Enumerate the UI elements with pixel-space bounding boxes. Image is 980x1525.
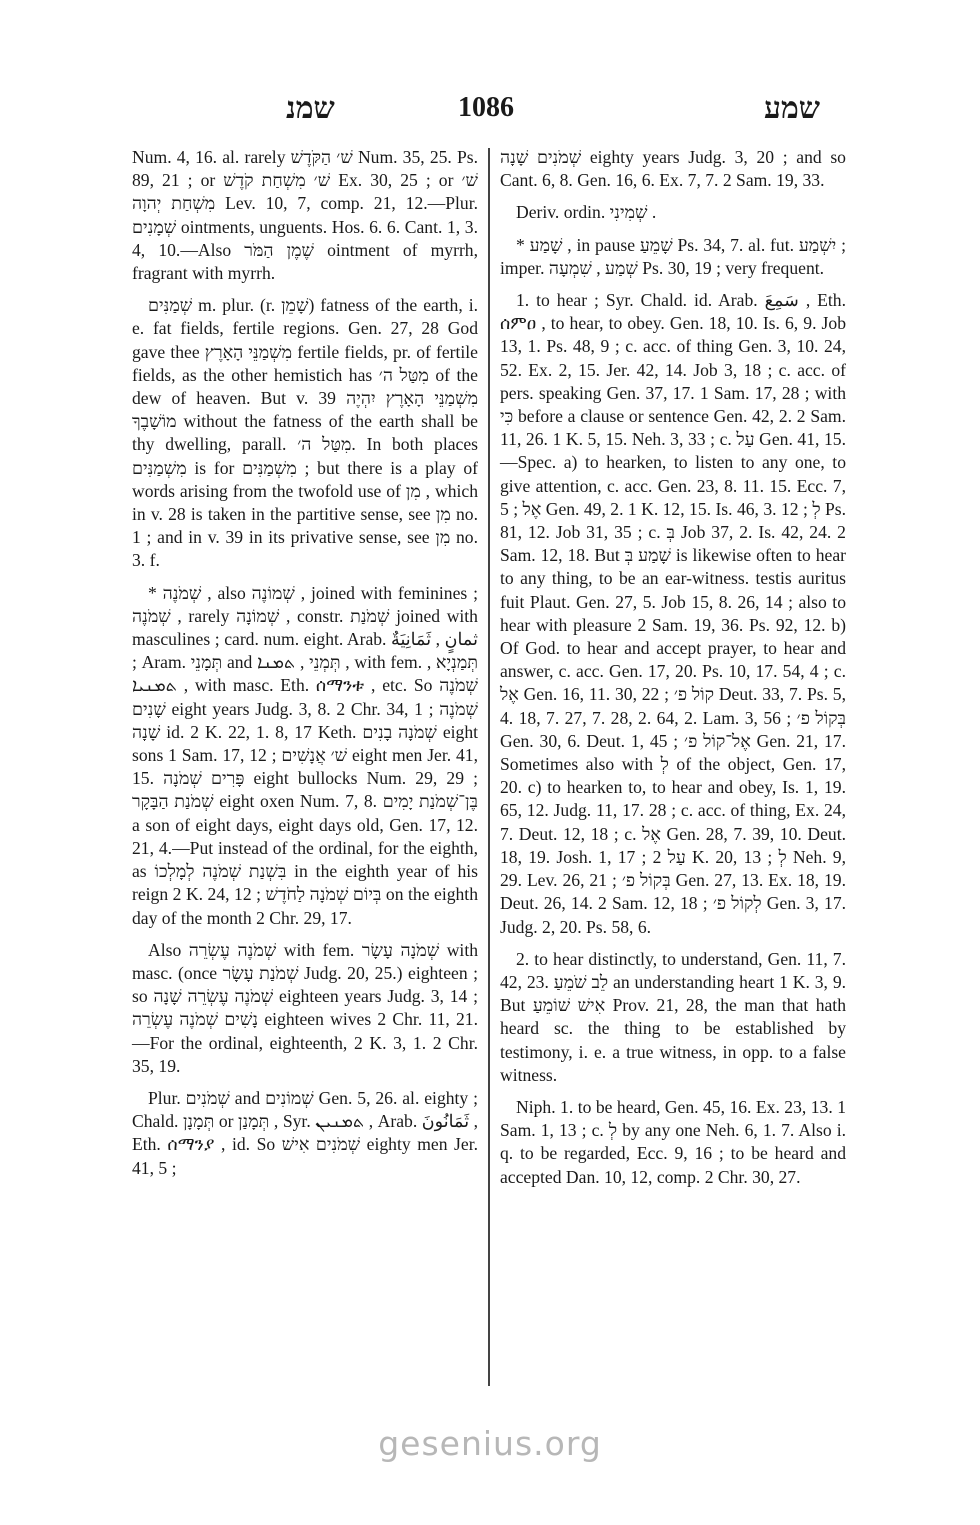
entry-paragraph: שְׁמַנִּים m. plur. (r. שָׁמֵן) fatness of the earth, i. e. fat fields, fertile regions. Gen. 27, 28 God gave thee מִשְׁמַנֵּי הָאָרֶץ fertile fields, pr. of fertile fields, as the other hemistich has מִטַּל ה׳ of the dew of heaven. But v. 39 מִשְׁמַנֵּי הָאָרֶץ יִהְיֶה מוֹשָׁבֶךָ without the fatness of the earth shall be thy dwelling, parall. מִטַּל ה׳. In both places מִשְׁמַנִּים is for מִשְׁמַנִּים ; but there is a play of words arising from the twofold use of מִן , which in v. 28 is taken in the partitive sense, see מִן no. 1 ; and in v. 39 in its privative sense, see מִן no. 3. f. xyxy=(132,295,479,571)
entry-paragraph: * שָׁמַע , in pause שָׁמֵעַ Ps. 34, 7. al. fut. יִשְׁמַע ; imper. שְׁמַע , שִׁמְעָה Ps. 30, 19 ; very frequent. xyxy=(500,234,846,278)
header-right-catchword: שמע xyxy=(763,92,820,125)
page-number: 1086 xyxy=(458,92,514,123)
column-divider xyxy=(488,148,490,1386)
entry-paragraph: Also שְׁמֹנֶה עֶשְׂרֵה with fem. שְׁמֹנָה עָשָׂר with masc. (once שְׁמֹנַת עָשָׂר Judg. 20, 25.) eighteen ; so שְׁמֹנֶה עֶשְׂרֵה שָׁנָה eighteen years Judg. 3, 14 ; נָשִׁים שְׁמֹנֶה עֶשְׂרֵה eighteen wives 2 Chr. 11, 21.—For the ordinal, eighteenth, 2 K. 3, 1. 2 Chr. 35, 19. xyxy=(132,939,479,1076)
entry-paragraph: * שְׁמֹנֶה , also שְׁמוֹנֶה , joined with feminines ; שְׁמֹנֶה , rarely שְׁמוֹנָה , constr. שְׁמֹנַת joined with masculines ; card. num. eight. Arab. ثمانٍ , ثَمَانِيَةٌ ; Aram. תְּמָנֵי and תְּמְנֵי , ܬܡܢܐ , with fem. תְּמַנְיָא , ܬܡܢܝܐ , with masc. Eth. ሰማንቱ , etc. So שְׁמֹנֶה שָׁנִים eight years Judg. 3, 8. 2 Chr. 34, 1 ; שְׁמֹנֶה שָׁנָה id. 2 K. 22, 1. 8, 17 Keth. שְׁמֹנָה בָנִים eight sons 1 Sam. 17, 12 ; שׁ׳ אֲנָשִׁים eight men Jer. 41, 15. פָּרִים שְׁמֹנָה eight bullocks Num. 29, 29 ; שְׁמֹנַת הַבָּקָר eight oxen Num. 7, 8. בֶּן־שְׁמֹנַת יָמִים a son of eight days, eight days old, Gen. 17, 12. 21, 4.—Put instead of the ordinal, for the eighth, as בִּשְׁנַת שְׁמֹנֶה לְמָלְכוֹ in the eighth year of his reign 2 K. 24, 12 ; בְּיוֹם שְׁמֹנָה לַחֹדֶשׁ on the eighth day of the month 2 Chr. 29, 17. xyxy=(132,582,479,928)
entry-paragraph: שְׁמֹנִים שָׁנָה eighty years Judg. 3, 20 ; and so Cant. 6, 8. Gen. 16, 6. Ex. 7, 7. 2 Sam. 19, 33. xyxy=(500,147,846,191)
entry-paragraph: Niph. 1. to be heard, Gen. 45, 16. Ex. 23, 13. 1 Sam. 1, 13 ; c. לְ by any one Neh. 6, 1. 7. Also i. q. to be regarded, Ecc. 9, 16 ; to be heard and accepted Dan. 10, 12, comp. 2 Chr. 30, 27. xyxy=(500,1096,846,1187)
header-left-catchword: שמנ xyxy=(286,92,335,125)
site-watermark: gesenius.org xyxy=(378,1424,602,1463)
entry-paragraph: 2. to hear distinctly, to understand, Gen. 11, 7. 42, 23. לֵב שֹׁמֵעַ an understanding heart 1 K. 3, 9. But אִישׁ שׁוֹמֵעַ Prov. 21, 28, the man that hath heard sc. the thing to be established by testimony, i. e. a true witness, in opp. to a false witness. xyxy=(500,948,847,1085)
right-column xyxy=(500,146,846,1198)
entry-paragraph: Num. 4, 16. al. rarely שׁ׳ הַקֹּדֶשׁ Num. 35, 25. Ps. 89, 21 ; or שׁ׳ מִשְׁחַת קֹדֶשׁ Ex. 30, 25 ; or שׁ׳ מִשְׁחַת יְהוָה Lev. 10, 7, comp. 21, 12.—Plur. שְׁמָנִים ointments, unguents. Hos. 6. 6. Cant. 1, 3. 4, 10.—Also שֶׁמֶן הַמֹּר ointment of myrrh, fragrant with myrrh. xyxy=(132,147,479,284)
page-header xyxy=(138,92,850,138)
entry-paragraph: 1. to hear ; Syr. Chald. id. Arab. سَمِعَ , Eth. ሰምዐ , to hear, to obey. Gen. 18, 10. Is. 6, 9. Job 13, 1. Ps. 48, 9 ; c. acc. of thing Gen. 3, 10. 24, 52. Ex. 2, 15. Jer. 42, 14. Job 3, 18 ; c. acc. of pers. speaking Gen. 37, 17. 1 Sam. 17, 28 ; with כִּי before a clause or sentence Gen. 42, 2. 2 Sam. 11, 26. 1 K. 5, 15. Neh. 3, 33 ; c. עַל Gen. 41, 15.—Spec. a) to hearken, to listen to any one, to give attention, c. acc. Gen. 23, 8. 11. 15. Ecc. 7, 5 ; אֶל Gen. 49, 2. 1 K. 12, 15. Is. 46, 3. 12 ; לְ Ps. 81, 12. Job 31, 35 ; c. בְּ Job 37, 2. Is. 42, 24. 2 Sam. 12, 18. But שָׁמַע בְּ is likewise often to hear to any thing, to be an ear-witness. testis auritus fuit Plaut. Gen. 27, 5. Job 15, 8. 26, 14 ; also to hear with pleasure 2 Sam. 19, 36. Ps. 92, 12. b) Of God. to hear and accept prayer, to hear and answer, c. acc. Gen. 17, 20. Ps. 10, 17. 54, 4 ; c. אֶל Gen. 16, 11. 30, 22 ; קוֹל פ׳ Deut. 33, 7. Ps. 5, 4. 18, 7. 27, 7. 28, 2. 64, 2. Lam. 3, 56 ; בְּקוֹל פ׳ Gen. 30, 6. Deut. 1, 45 ; אֶל־קוֹל פ׳ Gen. 21, 17. Sometimes also with לְ of the object, Gen. 17, 20. c) to hearken to, to hear and obey, Is. 1, 19. 65, 12. Judg. 11, 17. 28 ; c. acc. of thing, Ex. 24, 7. Deut. 12, 18 ; c. אֶל Gen. 28, 7. 39, 10. Deut. 18, 19. Josh. 1, 17 ; עַל 2 K. 20, 13 ; לְ Neh. 9, 29. Lev. 26, 21 ; בְּקוֹל פ׳ Gen. 27, 13. Ex. 18, 19. Deut. 26, 14. 2 Sam. 12, 18 ; לְקוֹל פ׳ Gen. 3, 17. Judg. 2, 20. Ps. 58, 6. xyxy=(500,290,847,937)
entry-paragraph: Plur. שְׁמֹנִים and שְׁמוֹנִים Gen. 5, 26. al. eighty ; Chald. תְּמָנָן or תְּמָנַן , Syr. ܬܡܢܝܢ , Arab. ثَمَانُونَ , Eth. ሰማንያ , id. So שְׁמֹנִים אִישׁ eighty men Jer. 41, 5 ; xyxy=(132,1087,479,1178)
entry-paragraph: Deriv. ordin. שְׁמִינִי . xyxy=(516,202,657,223)
left-column xyxy=(132,146,478,1189)
